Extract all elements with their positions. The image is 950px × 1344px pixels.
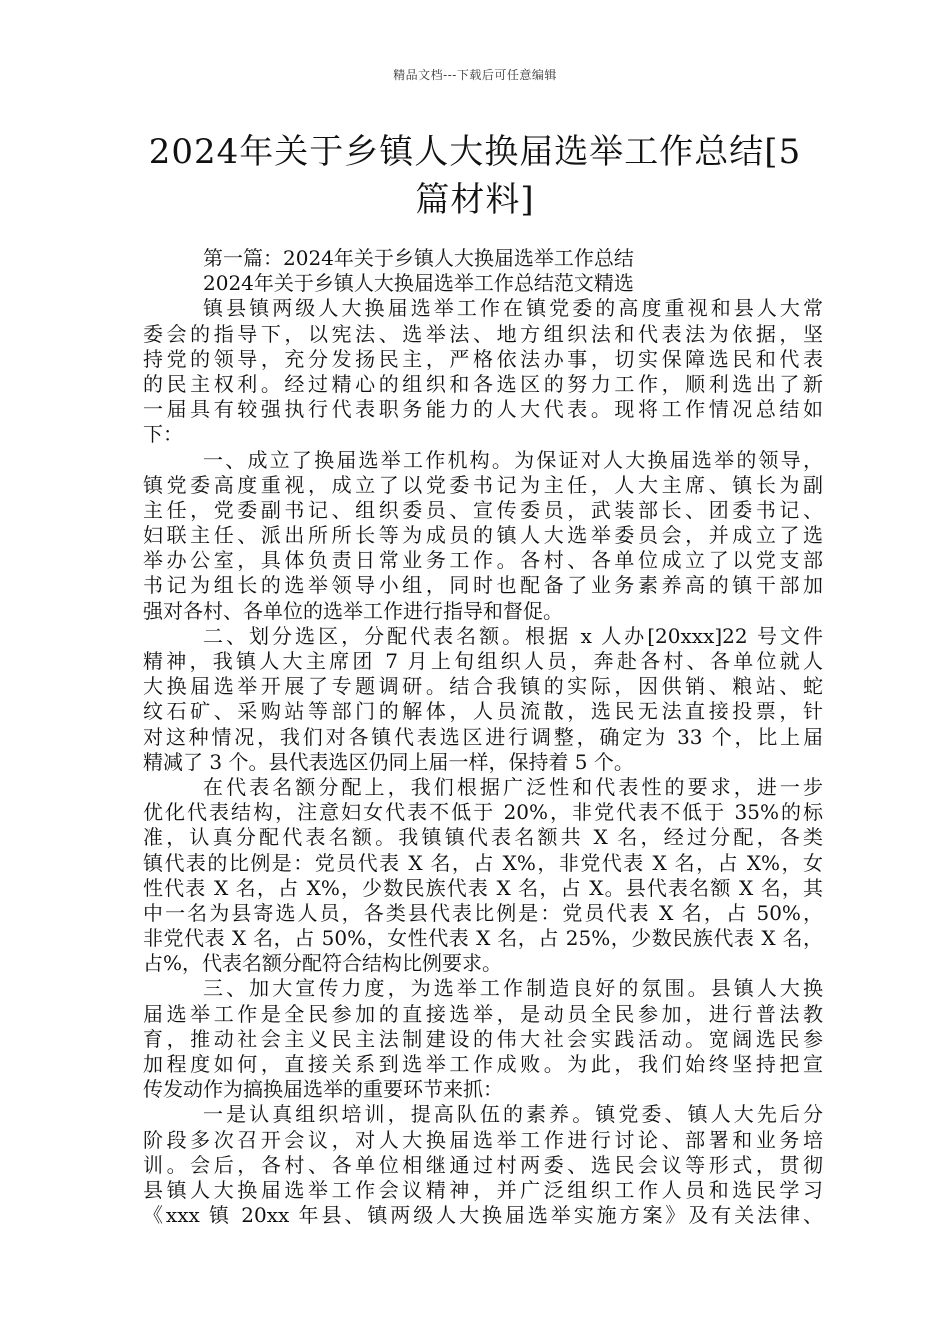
- header-note: 精品文档---下载后可任意编辑: [393, 68, 557, 82]
- body-line: 的民主权利。经过精心的组织和各选区的努力工作，顺利选出了新: [143, 371, 823, 396]
- title-line-1: 2024年关于乡镇人大换届选举工作总结[5: [148, 132, 802, 172]
- body-line: 占%，代表名额分配符合结构比例要求。: [143, 951, 503, 976]
- body-line: 纹石矿、采购站等部门的解体，人员流散，选民无法直接投票，针: [143, 699, 823, 724]
- body-line: 县镇人大换届选举工作会议精神，并广泛组织工作人员和选民学习: [143, 1177, 823, 1202]
- body-line: 妇联主任、派出所所长等为成员的镇人大选举委员会，并成立了选: [143, 523, 823, 548]
- body-line: 加程度如何，直接关系到选举工作成败。为此，我们始终坚持把宣: [143, 1052, 823, 1076]
- article-subtitle: 2024年关于乡镇人大换届选举工作总结范文精选: [203, 271, 634, 296]
- body-line: 届选举工作是全民参加的直接选举，是动员全民参加，进行普法教: [143, 1001, 823, 1026]
- title-line-2: 篇材料]: [415, 180, 535, 220]
- body-line: 主任，党委副书记、组织委员、宣传委员，武装部长、团委书记、: [143, 497, 823, 522]
- body-line: 一届具有较强执行代表职务能力的人大代表。现将工作情况总结如: [143, 397, 823, 422]
- body-line: 举办公室，具体负责日常业务工作。各村、各单位成立了以党支部: [143, 548, 823, 573]
- body-line: 阶段多次召开会议，对人大换届选举工作进行讨论、部署和业务培: [143, 1127, 823, 1152]
- body-line: 镇代表的比例是：党员代表 X 名，占 X%，非党代表 X 名，占 X%，女: [143, 850, 823, 875]
- body-line: 《xxx 镇 20xx 年县、镇两级人大换届选举实施方案》及有关法律、: [143, 1203, 823, 1228]
- section-heading: 第一篇：2024年关于乡镇人大换届选举工作总结: [203, 246, 634, 270]
- body-line: 一、成立了换届选举工作机构。为保证对人大换届选举的领导，: [203, 447, 823, 472]
- body-line: 镇党委高度重视，成立了以党委书记为主任，人大主席、镇长为副: [143, 472, 823, 497]
- body-line: 一是认真组织培训，提高队伍的素养。镇党委、镇人大先后分: [203, 1102, 823, 1127]
- body-line: 下：: [143, 422, 183, 447]
- body-line: 书记为组长的选举领导小组，同时也配备了业务素养高的镇干部加: [143, 573, 823, 598]
- body-line: 训。会后，各村、各单位相继通过村两委、选民会议等形式，贯彻: [143, 1152, 823, 1177]
- body-line: 强对各村、各单位的选举工作进行指导和督促。: [143, 598, 563, 623]
- document-body: [143, 246, 823, 1228]
- body-line: 精减了 3 个。县代表选区仍同上届一样，保持着 5 个。: [143, 749, 634, 774]
- body-line: 准，认真分配代表名额。我镇镇代表名额共 X 名，经过分配，各类: [143, 825, 823, 850]
- body-line: 传发动作为搞换届选举的重要环节来抓：: [143, 1077, 503, 1102]
- body-line: 镇县镇两级人大换届选举工作在镇党委的高度重视和县人大常: [203, 296, 823, 321]
- body-line: 委会的指导下，以宪法、选举法、地方组织法和代表法为依据，坚: [143, 321, 823, 346]
- body-line: 精神，我镇人大主席团 7 月上旬组织人员，奔赴各村、各单位就人: [143, 649, 823, 673]
- body-line: 二、划分选区，分配代表名额。根据 x 人办[20xxx]22 号文件: [203, 623, 823, 648]
- body-line: 育，推动社会主义民主法制建设的伟大社会实践活动。宽阔选民参: [143, 1026, 823, 1051]
- body-line: 优化代表结构，注意妇女代表不低于 20%，非党代表不低于 35%的标: [143, 800, 823, 825]
- document-title: [140, 128, 810, 224]
- body-line: 中一名为县寄选人员，各类县代表比例是：党员代表 X 名，占 50%，: [143, 900, 823, 925]
- body-line: 非党代表 X 名，占 50%，女性代表 X 名，占 25%，少数民族代表 X 名，: [143, 926, 823, 951]
- body-line: 大换届选举开展了专题调研。结合我镇的实际，因供销、粮站、蛇: [143, 674, 823, 699]
- body-line: 持党的领导，充分发扬民主，严格依法办事，切实保障选民和代表: [143, 346, 823, 371]
- body-line: 对这种情况，我们对各镇代表选区进行调整，确定为 33 个，比上届: [143, 724, 823, 749]
- body-line: 三、加大宣传力度，为选举工作制造良好的氛围。县镇人大换: [203, 976, 823, 1001]
- body-line: 在代表名额分配上，我们根据广泛性和代表性的要求，进一步: [203, 774, 823, 799]
- body-line: 性代表 X 名，占 X%，少数民族代表 X 名，占 X。县代表名额 X 名，其: [143, 875, 823, 900]
